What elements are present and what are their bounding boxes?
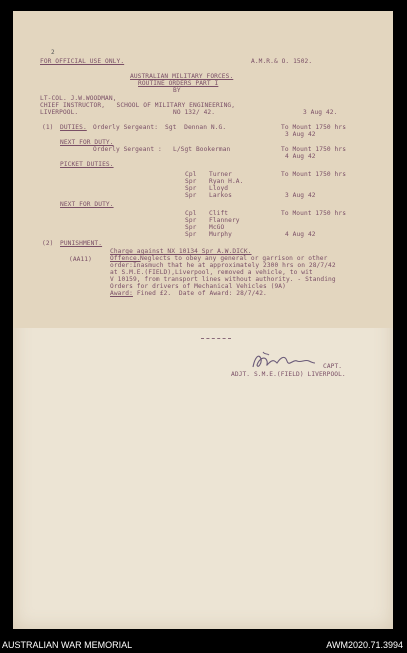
- next-picquet-rank: Spr: [185, 217, 197, 224]
- title-line1: AUSTRALIAN MILITARY FORCES.: [130, 73, 234, 80]
- picquet-rank: Spr: [185, 185, 197, 192]
- duty-mount: To Mount 1750 hrs: [281, 124, 347, 131]
- commander-line1: LT-COL. J.W.WOODMAN,: [40, 95, 117, 102]
- picquet-mount: To Mount 1750 hrs: [281, 171, 347, 178]
- charge-line: Charge against NX 10134 Spr A.W.DICK.: [110, 248, 252, 255]
- header-right: A.M.R.& O. 1502.: [251, 58, 313, 65]
- title-by: BY: [173, 87, 181, 94]
- signature-title: ADJT. S.M.E.(FIELD) LIVERPOOL.: [231, 371, 346, 378]
- next-picquet-mount: To Mount 1750 hrs: [281, 210, 347, 217]
- picquet-rank: Cpl: [185, 171, 197, 178]
- next-picquet-rank: Spr: [185, 224, 197, 231]
- order-date: 3 Aug 42.: [303, 109, 338, 116]
- next-picquet-heading: NEXT FOR DUTY.: [60, 201, 114, 208]
- next-picquet-name: Flannery: [209, 217, 240, 224]
- next-orderly-label: Orderly Sergeant :: [93, 146, 162, 153]
- next-for-duty-heading: NEXT FOR DUTY.: [60, 139, 114, 146]
- offence-line: Neglects to obey any general or garrison or other: [140, 255, 328, 262]
- handwritten-signature-icon: [249, 349, 321, 373]
- offence-line: Orders for drivers of Mechanical Vehicles (9A): [110, 283, 286, 290]
- header-left: FOR OFFICIAL USE ONLY.: [40, 58, 125, 65]
- picquet-name: Turner: [209, 171, 232, 178]
- footer-left: AUSTRALIAN WAR MEMORIAL: [2, 640, 133, 650]
- picquet-heading: PICKET DUTIES.: [60, 161, 114, 168]
- punishment-heading: PUNISHMENT.: [60, 240, 103, 247]
- offence-label: Offence.: [110, 255, 141, 262]
- location: LIVERPOOL.: [40, 109, 79, 116]
- duty-mount-date: 3 Aug 42: [285, 131, 316, 138]
- picquet-name: Larkos: [209, 192, 232, 199]
- next-mount-date: 4 Aug 42: [285, 153, 316, 160]
- next-picquet-name: Murphy: [209, 231, 232, 238]
- picquet-name: Lloyd: [209, 185, 229, 192]
- award-label: Award:: [110, 290, 133, 297]
- picquet-rank: Spr: [185, 178, 197, 185]
- punishment-number: (2): [42, 240, 54, 247]
- picquet-date: 3 Aug 42: [285, 192, 316, 199]
- next-orderly-name: L/Sgt Bookerman: [173, 146, 231, 153]
- next-mount: To Mount 1750 hrs: [281, 146, 347, 153]
- offence-line: V 10159, from transport lines without authority. - Standing: [110, 276, 336, 283]
- next-picquet-name: McGO: [209, 224, 225, 231]
- picquet-name: Ryan H.A.: [209, 178, 244, 185]
- next-picquet-name: Clift: [209, 210, 229, 217]
- separator-dashes: [201, 338, 231, 339]
- next-picquet-rank: Spr: [185, 231, 197, 238]
- pencil-mark: 2: [51, 49, 55, 56]
- signature-rank: CAPT.: [323, 363, 343, 370]
- footer-right: AWM2020.71.3994: [326, 640, 403, 650]
- orderly-sergeant-label: Orderly Sergeant:: [93, 124, 159, 131]
- title-line2: ROUTINE ORDERS PART I: [138, 80, 219, 87]
- punishment-ref: (AA11): [69, 256, 92, 263]
- document-page: [13, 11, 393, 629]
- orderly-sergeant-name: Sgt Dennan N.G.: [165, 124, 227, 131]
- picquet-rank: Spr: [185, 192, 197, 199]
- duties-number: (1): [42, 124, 54, 131]
- offence-line: order:Inasmuch that he at approximately 2300 hrs on 28/7/42: [110, 262, 336, 269]
- duties-heading: DUTIES.: [60, 124, 87, 131]
- order-number: NO 132/ 42.: [173, 109, 216, 116]
- award-text: Fined £2. Date of Award: 28/7/42.: [133, 290, 267, 297]
- commander-line2: CHIEF INSTRUCTOR, SCHOOL OF MILITARY ENGINEERING,: [40, 102, 236, 109]
- next-picquet-date: 4 Aug 42: [285, 231, 316, 238]
- offence-line: at S.M.E.(FIELD),Liverpool, removed a vehicle, to wit: [110, 269, 313, 276]
- next-picquet-rank: Cpl: [185, 210, 197, 217]
